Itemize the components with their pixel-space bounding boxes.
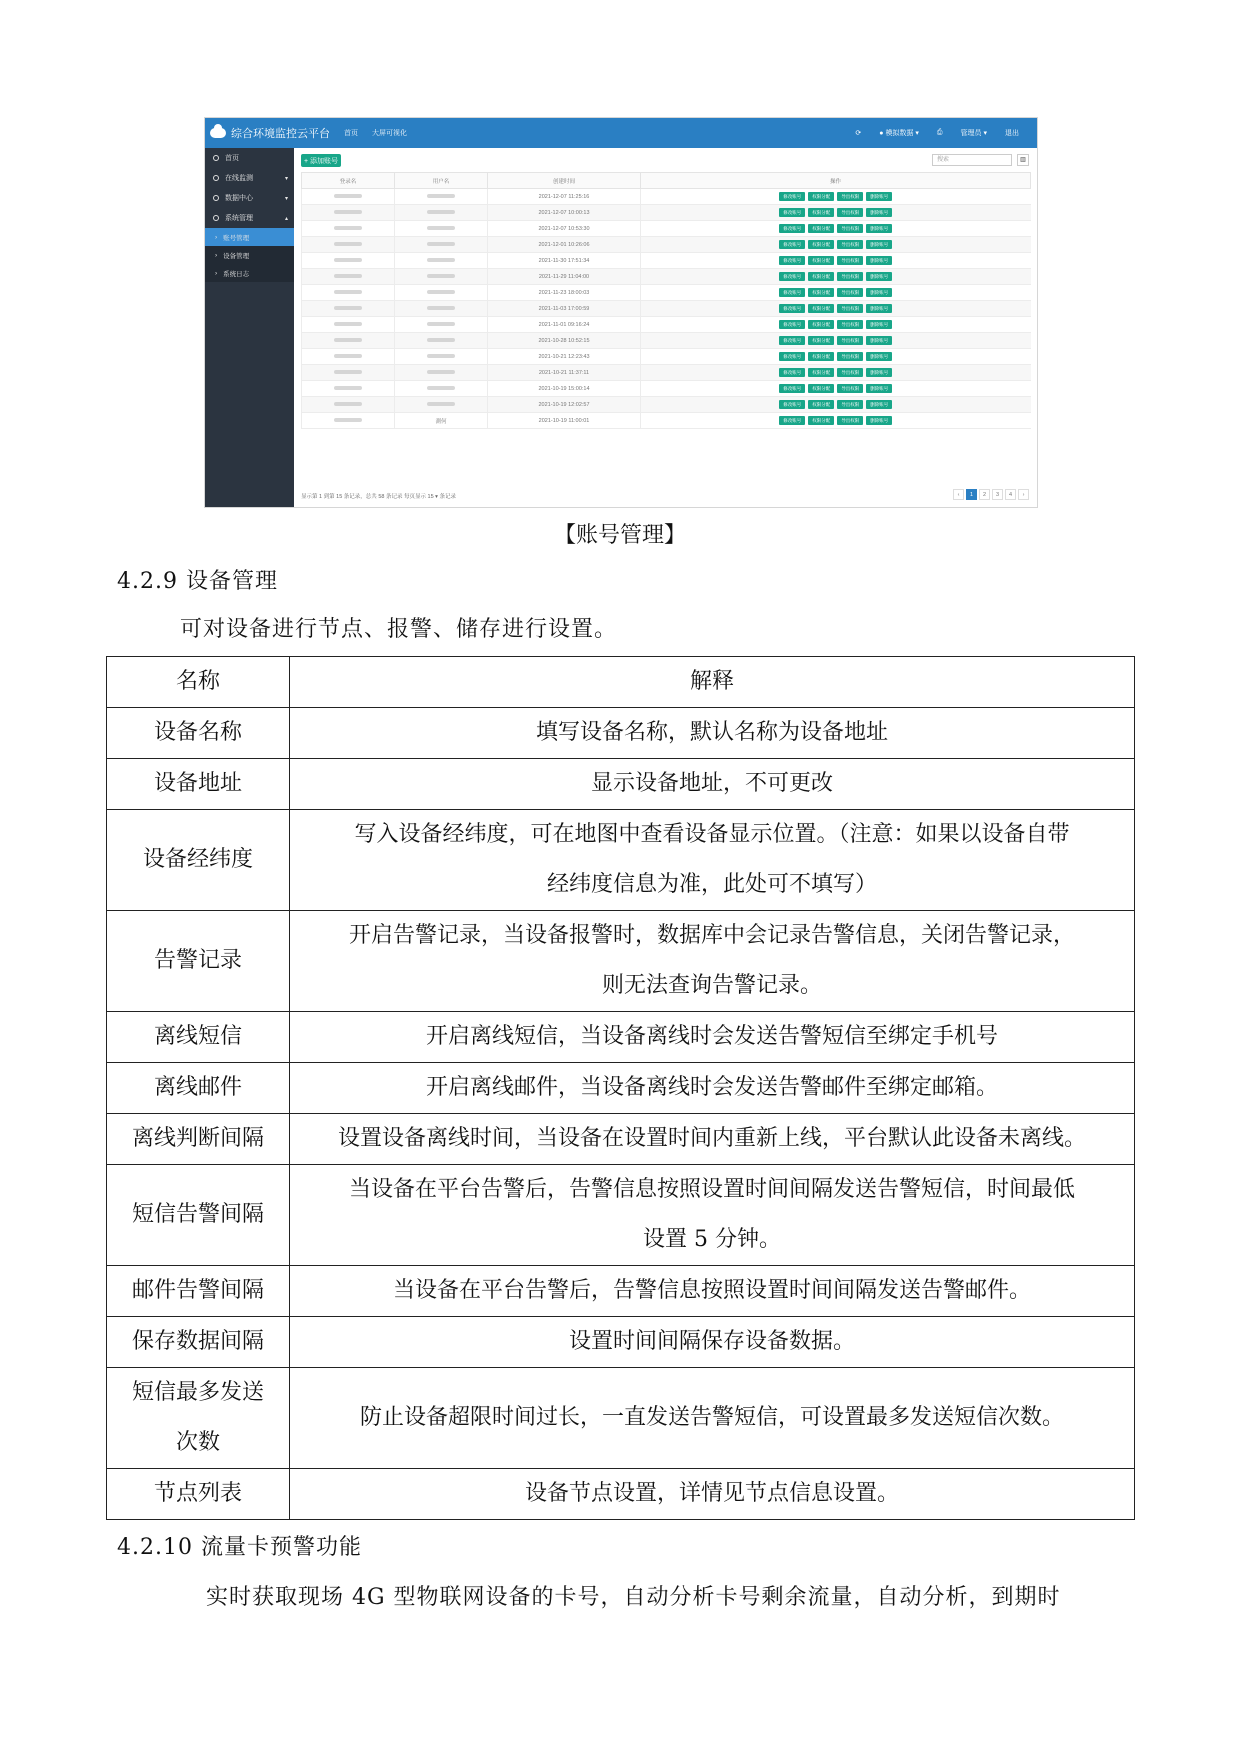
sidebar-item-home[interactable]: [205, 148, 294, 168]
created-time-cell: 2021-12-07 10:00:13: [488, 205, 641, 221]
login-name-cell: [302, 269, 395, 285]
login-name-cell: [302, 237, 395, 253]
login-name-cell: [302, 253, 395, 269]
created-time-cell: 2021-11-03 17:00:59: [488, 301, 641, 317]
redacted-text: [427, 210, 455, 214]
circle-icon: [213, 175, 219, 181]
actions-cell: [641, 269, 1031, 285]
actions-cell: [641, 317, 1031, 333]
username-cell: [395, 413, 488, 429]
delete-account-button[interactable]: 删除账号: [866, 368, 892, 377]
table-row: [302, 349, 1031, 365]
edit-account-button[interactable]: 修改账号: [779, 368, 805, 377]
delete-account-button[interactable]: 删除账号: [866, 192, 892, 201]
table-row: [302, 285, 1031, 301]
table-row: [107, 759, 1135, 810]
page-button[interactable]: 2: [979, 489, 990, 500]
delete-account-button[interactable]: 删除账号: [866, 288, 892, 297]
username-cell: [395, 205, 488, 221]
columns-icon[interactable]: ▥: [1017, 154, 1029, 166]
account-table: [301, 172, 1031, 429]
actions-cell: [641, 349, 1031, 365]
actions-cell: [641, 301, 1031, 317]
sidebar-item-data-center[interactable]: [205, 188, 294, 208]
assign-permission-button[interactable]: 权限分配: [808, 256, 834, 265]
edit-account-button[interactable]: 修改账号: [779, 224, 805, 233]
export-permission-button[interactable]: 导出权限: [837, 368, 863, 377]
header-desc: 解释: [290, 657, 1135, 708]
redacted-text: [334, 290, 362, 294]
row-name: 保存数据间隔: [107, 1317, 290, 1368]
edit-account-button[interactable]: 修改账号: [779, 272, 805, 281]
created-time-cell: 2021-10-19 15:00:14: [488, 381, 641, 397]
edit-account-button[interactable]: 修改账号: [779, 192, 805, 201]
device-settings-table: [106, 656, 1135, 1520]
top-bar: [205, 118, 1037, 148]
row-desc: 防止设备超限时间过长，一直发送告警短信，可设置最多发送短信次数。: [290, 1368, 1135, 1469]
row-name: 节点列表: [107, 1469, 290, 1520]
row-name: 短信告警间隔: [107, 1165, 290, 1266]
login-name-cell: [302, 317, 395, 333]
assign-permission-button[interactable]: 权限分配: [808, 352, 834, 361]
table-row: [302, 221, 1031, 237]
username-cell: [395, 349, 488, 365]
row-name: 邮件告警间隔: [107, 1266, 290, 1317]
export-permission-button[interactable]: 导出权限: [837, 256, 863, 265]
delete-account-button[interactable]: 删除账号: [866, 224, 892, 233]
edit-account-button[interactable]: 修改账号: [779, 352, 805, 361]
row-desc: 当设备在平台告警后，告警信息按照设置时间间隔发送告警邮件。: [290, 1266, 1135, 1317]
redacted-text: [334, 386, 362, 390]
delete-account-button[interactable]: 删除账号: [866, 416, 892, 425]
assign-permission-button[interactable]: 权限分配: [808, 240, 834, 249]
app-title: 综合环境监控云平台: [231, 128, 330, 140]
prev-page-button[interactable]: ‹: [953, 489, 964, 500]
redacted-text: [427, 322, 455, 326]
actions-cell: [641, 285, 1031, 301]
row-desc-line: 则无法查询告警记录。: [601, 973, 822, 998]
redacted-text: [427, 242, 455, 246]
edit-account-button[interactable]: 修改账号: [779, 400, 805, 409]
username-cell: [395, 253, 488, 269]
created-time-cell: 2021-11-01 09:16:24: [488, 317, 641, 333]
table-row: [107, 1063, 1135, 1114]
created-time-cell: 2021-11-30 17:51:34: [488, 253, 641, 269]
redacted-text: [334, 418, 362, 422]
created-time-cell: 2021-11-29 11:04:00: [488, 269, 641, 285]
table-row: [107, 810, 1135, 911]
actions-cell: [641, 237, 1031, 253]
actions-cell: [641, 221, 1031, 237]
login-name-cell: [302, 333, 395, 349]
edit-account-button[interactable]: 修改账号: [779, 416, 805, 425]
column-header[interactable]: 创建时间: [488, 173, 641, 189]
username-cell: [395, 189, 488, 205]
row-desc-line: 开启告警记录，当设备报警时，数据库中会记录告警信息，关闭告警记录，: [348, 923, 1075, 948]
redacted-text: [334, 226, 362, 230]
assign-permission-button[interactable]: 权限分配: [808, 400, 834, 409]
row-name-line: 短信最多发送: [131, 1380, 264, 1405]
assign-permission-button[interactable]: 权限分配: [808, 272, 834, 281]
actions-cell: [641, 189, 1031, 205]
row-name: 离线短信: [107, 1012, 290, 1063]
edit-account-button[interactable]: 修改账号: [779, 336, 805, 345]
created-time-cell: 2021-12-01 10:26:06: [488, 237, 641, 253]
column-header[interactable]: 用户名: [395, 173, 488, 189]
chevron-right-icon: ›: [215, 251, 218, 259]
row-desc: 填写设备名称，默认名称为设备地址: [290, 708, 1135, 759]
edit-account-button[interactable]: 修改账号: [779, 384, 805, 393]
export-permission-button[interactable]: 导出权限: [837, 288, 863, 297]
actions-cell: [641, 381, 1031, 397]
search-input[interactable]: 搜索: [932, 154, 1012, 166]
row-desc: [290, 1165, 1135, 1266]
export-permission-button[interactable]: 导出权限: [837, 320, 863, 329]
login-name-cell: [302, 285, 395, 301]
delete-account-button[interactable]: 删除账号: [866, 400, 892, 409]
username-cell: [395, 365, 488, 381]
sidebar-subitem-logs[interactable]: [205, 264, 294, 282]
chevron-right-icon: ›: [215, 269, 218, 277]
redacted-text: [427, 194, 455, 198]
next-page-button[interactable]: ›: [1018, 489, 1029, 500]
redacted-text: [334, 370, 362, 374]
redacted-text: [427, 274, 455, 278]
page-button[interactable]: 3: [992, 489, 1003, 500]
redacted-text: [334, 242, 362, 246]
assign-permission-button[interactable]: 权限分配: [808, 368, 834, 377]
data-mode-dropdown[interactable]: ● 模拟数据 ▾: [879, 130, 919, 137]
redacted-text: [427, 306, 455, 310]
assign-permission-button[interactable]: 权限分配: [808, 304, 834, 313]
username-cell: [395, 397, 488, 413]
created-time-cell: 2021-10-21 11:37:11: [488, 365, 641, 381]
circle-icon: [213, 195, 219, 201]
pagination-info: 显示第 1 到第 15 条记录，总共 58 条记录 每页显示 15 ▾ 条记录: [301, 494, 456, 500]
sidebar-item-system[interactable]: [205, 208, 294, 228]
delete-account-button[interactable]: 删除账号: [866, 208, 892, 217]
edit-account-button[interactable]: 修改账号: [779, 288, 805, 297]
sidebar-item-label: 在线监测: [225, 175, 253, 182]
redacted-text: [334, 354, 362, 358]
table-row: [107, 708, 1135, 759]
redacted-text: [427, 354, 455, 358]
sidebar-item-monitoring[interactable]: [205, 168, 294, 188]
row-name: 设备经纬度: [107, 810, 290, 911]
sidebar: [205, 148, 294, 507]
created-time-cell: 2021-11-23 18:00:03: [488, 285, 641, 301]
table-row: [107, 1114, 1135, 1165]
created-time-cell: 2021-12-07 11:25:16: [488, 189, 641, 205]
redacted-text: [334, 210, 362, 214]
login-name-cell: [302, 301, 395, 317]
edit-account-button[interactable]: 修改账号: [779, 256, 805, 265]
created-time-cell: 2021-10-21 12:23:43: [488, 349, 641, 365]
table-row: [302, 237, 1031, 253]
created-time-cell: 2021-10-28 10:52:15: [488, 333, 641, 349]
actions-cell: [641, 253, 1031, 269]
chevron-right-icon: ›: [215, 233, 218, 241]
username-cell: [395, 317, 488, 333]
export-permission-button[interactable]: 导出权限: [837, 208, 863, 217]
table-row: [302, 397, 1031, 413]
created-time-cell: 2021-12-07 10:53:30: [488, 221, 641, 237]
logout-link[interactable]: 退出: [1005, 130, 1019, 137]
row-desc: 开启离线邮件，当设备离线时会发送告警邮件至绑定邮箱。: [290, 1063, 1135, 1114]
redacted-text: [334, 194, 362, 198]
row-desc-line: 写入设备经纬度，可在地图中查看设备显示位置。（注意：如果以设备自带: [354, 822, 1070, 847]
table-row: [302, 413, 1031, 429]
row-name: 设备名称: [107, 708, 290, 759]
page-button[interactable]: 1: [966, 489, 977, 500]
section-heading: 4.2.10 流量卡预警功能: [117, 1535, 362, 1560]
redacted-text: [334, 274, 362, 278]
assign-permission-button[interactable]: 权限分配: [808, 192, 834, 201]
delete-account-button[interactable]: 删除账号: [866, 336, 892, 345]
export-permission-button[interactable]: 导出权限: [837, 272, 863, 281]
assign-permission-button[interactable]: 权限分配: [808, 336, 834, 345]
sidebar-item-label: 首页: [225, 155, 239, 162]
assign-permission-button[interactable]: 权限分配: [808, 208, 834, 217]
table-row: [107, 1317, 1135, 1368]
cloud-logo-icon: [205, 128, 231, 138]
table-row: [302, 269, 1031, 285]
chevron-down-icon: ▾: [284, 196, 288, 202]
row-desc: 设置设备离线时间，当设备在设置时间内重新上线，平台默认此设备未离线。: [290, 1114, 1135, 1165]
actions-cell: [641, 365, 1031, 381]
sidebar-subitem-label: 账号管理: [223, 234, 250, 242]
edit-account-button[interactable]: 修改账号: [779, 240, 805, 249]
delete-account-button[interactable]: 删除账号: [866, 256, 892, 265]
row-name: [107, 1368, 290, 1469]
redacted-text: [334, 258, 362, 262]
chevron-up-icon: ▴: [284, 216, 288, 222]
main-content: [294, 148, 1037, 507]
sidebar-item-label: 系统管理: [225, 215, 253, 222]
edit-account-button[interactable]: 修改账号: [779, 304, 805, 313]
delete-account-button[interactable]: 删除账号: [866, 352, 892, 361]
pagination: [953, 489, 1029, 500]
redacted-text: [427, 226, 455, 230]
table-row: [302, 189, 1031, 205]
assign-permission-button[interactable]: 权限分配: [808, 288, 834, 297]
delete-account-button[interactable]: 删除账号: [866, 384, 892, 393]
redacted-text: [427, 258, 455, 262]
sidebar-subitem-accounts[interactable]: [205, 228, 294, 246]
page-button[interactable]: 4: [1005, 489, 1016, 500]
nav-home[interactable]: 首页: [344, 130, 358, 137]
login-name-cell: [302, 365, 395, 381]
row-name: 告警记录: [107, 911, 290, 1012]
login-name-cell: [302, 205, 395, 221]
redacted-text: [334, 338, 362, 342]
table-row: [107, 1012, 1135, 1063]
actions-cell: [641, 397, 1031, 413]
export-permission-button[interactable]: 导出权限: [837, 192, 863, 201]
row-desc: [290, 810, 1135, 911]
table-row: [302, 381, 1031, 397]
column-header: 操作: [641, 173, 1031, 189]
redacted-text: [427, 402, 455, 406]
delete-account-button[interactable]: 删除账号: [866, 240, 892, 249]
sidebar-item-label: 数据中心: [225, 195, 253, 202]
section-heading: 4.2.9 设备管理: [117, 569, 278, 594]
export-permission-button[interactable]: 导出权限: [837, 304, 863, 313]
export-permission-button[interactable]: 导出权限: [837, 384, 863, 393]
username-cell: [395, 221, 488, 237]
assign-permission-button[interactable]: 权限分配: [808, 320, 834, 329]
header-name: 名称: [107, 657, 290, 708]
row-name: 设备地址: [107, 759, 290, 810]
redacted-text: [427, 290, 455, 294]
export-permission-button[interactable]: 导出权限: [837, 400, 863, 409]
username-cell: [395, 237, 488, 253]
actions-cell: [641, 413, 1031, 429]
section-intro: 可对设备进行节点、报警、储存进行设置。: [180, 617, 618, 642]
table-row: [302, 205, 1031, 221]
refresh-icon[interactable]: ⟳: [855, 130, 862, 137]
row-desc-line: 当设备在平台告警后，告警信息按照设置时间间隔发送告警短信，时间最低: [348, 1177, 1075, 1202]
username-cell: [395, 285, 488, 301]
export-permission-button[interactable]: 导出权限: [837, 336, 863, 345]
login-name-cell: [302, 381, 395, 397]
table-row: [302, 301, 1031, 317]
login-name-cell: [302, 189, 395, 205]
login-name-cell: [302, 349, 395, 365]
actions-cell: [641, 205, 1031, 221]
table-row: [107, 1469, 1135, 1520]
sidebar-subitem-label: 设备管理: [223, 252, 250, 260]
row-name-line: 次数: [175, 1430, 220, 1455]
export-permission-button[interactable]: 导出权限: [837, 416, 863, 425]
chevron-down-icon: ▾: [284, 176, 288, 182]
assign-permission-button[interactable]: 权限分配: [808, 416, 834, 425]
username-cell: [395, 333, 488, 349]
assign-permission-button[interactable]: 权限分配: [808, 224, 834, 233]
row-desc: 开启离线短信，当设备离线时会发送告警短信至绑定手机号: [290, 1012, 1135, 1063]
login-name-cell: [302, 221, 395, 237]
table-row: [302, 365, 1031, 381]
edit-account-button[interactable]: 修改账号: [779, 320, 805, 329]
row-desc: 设备节点设置，详情见节点信息设置。: [290, 1469, 1135, 1520]
sidebar-subitem-devices[interactable]: [205, 246, 294, 264]
row-desc: 设置时间间隔保存设备数据。: [290, 1317, 1135, 1368]
table-row: [302, 253, 1031, 269]
add-account-button[interactable]: + 添加账号: [301, 154, 341, 167]
row-desc-line: 经纬度信息为准，此处可不填写）: [546, 872, 877, 897]
gear-icon: [213, 215, 219, 221]
column-header[interactable]: 登录名: [302, 173, 395, 189]
delete-account-button[interactable]: 删除账号: [866, 272, 892, 281]
export-permission-button[interactable]: 导出权限: [837, 224, 863, 233]
redacted-text: [427, 338, 455, 342]
table-header-row: [107, 657, 1135, 708]
account-management-screenshot: [204, 117, 1038, 508]
sidebar-subitem-label: 系统日志: [223, 270, 250, 278]
delete-account-button[interactable]: 删除账号: [866, 320, 892, 329]
redacted-text: [427, 386, 455, 390]
redacted-text: [334, 322, 362, 326]
table-row: [302, 317, 1031, 333]
username-cell: [395, 269, 488, 285]
row-desc-line: 设置 5 分钟。: [643, 1227, 781, 1252]
table-row: [107, 1266, 1135, 1317]
login-name-cell: [302, 413, 395, 429]
username-cell: [395, 301, 488, 317]
print-icon[interactable]: ⎙: [936, 129, 943, 136]
row-name: 离线邮件: [107, 1063, 290, 1114]
row-desc: 显示设备地址，不可更改: [290, 759, 1135, 810]
circle-icon: [213, 155, 219, 161]
assign-permission-button[interactable]: 权限分配: [808, 384, 834, 393]
redacted-text: [427, 370, 455, 374]
user-menu[interactable]: 管理员 ▾: [960, 130, 987, 137]
delete-account-button[interactable]: 删除账号: [866, 304, 892, 313]
table-row: [302, 333, 1031, 349]
redacted-text: [334, 402, 362, 406]
table-row: [107, 1368, 1135, 1469]
edit-account-button[interactable]: 修改账号: [779, 208, 805, 217]
table-row: [107, 911, 1135, 1012]
row-desc: [290, 911, 1135, 1012]
created-time-cell: 2021-10-19 11:00:01: [488, 413, 641, 429]
figure-caption: 【账号管理】: [553, 523, 686, 548]
nav-dashboard[interactable]: 大屏可视化: [372, 130, 407, 137]
redacted-text: [334, 306, 362, 310]
login-name-cell: [302, 397, 395, 413]
username-text: 測何: [435, 418, 447, 425]
export-permission-button[interactable]: 导出权限: [837, 240, 863, 249]
username-cell: [395, 381, 488, 397]
created-time-cell: 2021-10-19 12:02:57: [488, 397, 641, 413]
export-permission-button[interactable]: 导出权限: [837, 352, 863, 361]
section-intro: 实时获取现场 4G 型物联网设备的卡号，自动分析卡号剩余流量，自动分析，到期时: [206, 1585, 1061, 1610]
row-name: 离线判断间隔: [107, 1114, 290, 1165]
actions-cell: [641, 333, 1031, 349]
table-row: [107, 1165, 1135, 1266]
